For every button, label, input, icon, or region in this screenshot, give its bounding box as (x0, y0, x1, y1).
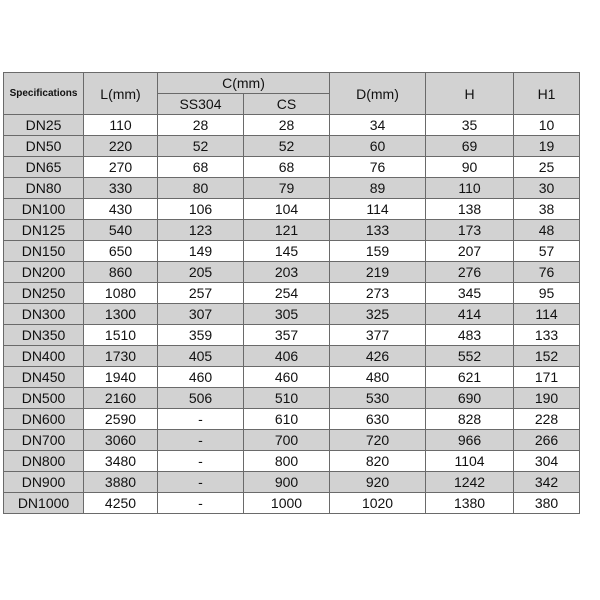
table-row (4, 451, 580, 472)
cell-cs: 52 (244, 136, 330, 157)
cell-d: 76 (330, 157, 426, 178)
cell-ss304: 80 (158, 178, 244, 199)
cell-cs: 305 (244, 304, 330, 325)
cell-ss304: 149 (158, 241, 244, 262)
cell-spec: DN300 (4, 304, 84, 325)
cell-cs: 700 (244, 430, 330, 451)
cell-ss304: 123 (158, 220, 244, 241)
cell-d: 426 (330, 346, 426, 367)
cell-cs: 28 (244, 115, 330, 136)
cell-spec: DN125 (4, 220, 84, 241)
cell-l: 1730 (84, 346, 158, 367)
table-row (4, 157, 580, 178)
table-row (4, 241, 580, 262)
cell-cs: 510 (244, 388, 330, 409)
cell-cs: 406 (244, 346, 330, 367)
cell-cs: 68 (244, 157, 330, 178)
cell-cs: 254 (244, 283, 330, 304)
table-row (4, 136, 580, 157)
cell-d: 159 (330, 241, 426, 262)
cell-cs: 121 (244, 220, 330, 241)
table-row (4, 220, 580, 241)
table-row (4, 304, 580, 325)
cell-h1: 30 (514, 178, 580, 199)
header-l: L(mm) (84, 73, 158, 115)
cell-ss304: - (158, 451, 244, 472)
cell-spec: DN25 (4, 115, 84, 136)
cell-h1: 38 (514, 199, 580, 220)
table-row (4, 472, 580, 493)
cell-h: 414 (426, 304, 514, 325)
header-h: H (426, 73, 514, 115)
cell-ss304: - (158, 409, 244, 430)
cell-ss304: 106 (158, 199, 244, 220)
cell-l: 1080 (84, 283, 158, 304)
specifications-table (3, 72, 580, 514)
table-row (4, 409, 580, 430)
cell-spec: DN100 (4, 199, 84, 220)
table-row (4, 367, 580, 388)
cell-spec: DN65 (4, 157, 84, 178)
cell-d: 34 (330, 115, 426, 136)
cell-h1: 114 (514, 304, 580, 325)
cell-l: 1510 (84, 325, 158, 346)
cell-ss304: 52 (158, 136, 244, 157)
cell-d: 325 (330, 304, 426, 325)
cell-cs: 460 (244, 367, 330, 388)
cell-l: 1940 (84, 367, 158, 388)
cell-spec: DN400 (4, 346, 84, 367)
cell-spec: DN1000 (4, 493, 84, 514)
cell-d: 630 (330, 409, 426, 430)
cell-ss304: 307 (158, 304, 244, 325)
cell-cs: 104 (244, 199, 330, 220)
header-d: D(mm) (330, 73, 426, 115)
table-row (4, 388, 580, 409)
table-row (4, 430, 580, 451)
cell-l: 2160 (84, 388, 158, 409)
header-h1: H1 (514, 73, 580, 115)
cell-l: 3060 (84, 430, 158, 451)
cell-cs: 145 (244, 241, 330, 262)
table-row (4, 262, 580, 283)
cell-l: 330 (84, 178, 158, 199)
cell-h: 483 (426, 325, 514, 346)
cell-h1: 190 (514, 388, 580, 409)
cell-ss304: - (158, 493, 244, 514)
cell-h: 207 (426, 241, 514, 262)
cell-ss304: - (158, 430, 244, 451)
header-specifications: Specifications (4, 73, 84, 115)
cell-d: 1020 (330, 493, 426, 514)
table-body (4, 115, 580, 514)
cell-l: 650 (84, 241, 158, 262)
cell-d: 530 (330, 388, 426, 409)
cell-spec: DN350 (4, 325, 84, 346)
cell-h: 69 (426, 136, 514, 157)
cell-h: 621 (426, 367, 514, 388)
cell-h1: 10 (514, 115, 580, 136)
cell-d: 60 (330, 136, 426, 157)
cell-h1: 380 (514, 493, 580, 514)
cell-l: 4250 (84, 493, 158, 514)
cell-ss304: - (158, 472, 244, 493)
cell-d: 133 (330, 220, 426, 241)
cell-d: 273 (330, 283, 426, 304)
cell-l: 110 (84, 115, 158, 136)
table-row (4, 346, 580, 367)
cell-spec: DN800 (4, 451, 84, 472)
cell-cs: 357 (244, 325, 330, 346)
cell-h: 1380 (426, 493, 514, 514)
cell-h: 276 (426, 262, 514, 283)
cell-l: 2590 (84, 409, 158, 430)
table-row (4, 283, 580, 304)
cell-l: 860 (84, 262, 158, 283)
cell-d: 377 (330, 325, 426, 346)
header-c-cs: CS (244, 94, 330, 115)
cell-ss304: 359 (158, 325, 244, 346)
cell-h1: 25 (514, 157, 580, 178)
cell-cs: 800 (244, 451, 330, 472)
header-c: C(mm) (158, 73, 330, 94)
cell-h1: 266 (514, 430, 580, 451)
spec-table-container (3, 72, 579, 514)
cell-ss304: 405 (158, 346, 244, 367)
cell-l: 3480 (84, 451, 158, 472)
cell-cs: 79 (244, 178, 330, 199)
cell-l: 220 (84, 136, 158, 157)
cell-h: 138 (426, 199, 514, 220)
cell-h1: 342 (514, 472, 580, 493)
cell-h: 828 (426, 409, 514, 430)
cell-d: 89 (330, 178, 426, 199)
cell-l: 430 (84, 199, 158, 220)
cell-h: 690 (426, 388, 514, 409)
cell-d: 114 (330, 199, 426, 220)
cell-h1: 48 (514, 220, 580, 241)
cell-ss304: 506 (158, 388, 244, 409)
cell-d: 219 (330, 262, 426, 283)
cell-h1: 95 (514, 283, 580, 304)
table-row (4, 178, 580, 199)
cell-cs: 1000 (244, 493, 330, 514)
cell-h1: 228 (514, 409, 580, 430)
table-row (4, 115, 580, 136)
cell-spec: DN500 (4, 388, 84, 409)
cell-h1: 152 (514, 346, 580, 367)
cell-l: 540 (84, 220, 158, 241)
cell-h1: 19 (514, 136, 580, 157)
cell-spec: DN150 (4, 241, 84, 262)
cell-h: 1104 (426, 451, 514, 472)
cell-d: 920 (330, 472, 426, 493)
cell-l: 1300 (84, 304, 158, 325)
table-header (4, 73, 580, 115)
cell-ss304: 205 (158, 262, 244, 283)
cell-h: 345 (426, 283, 514, 304)
cell-cs: 900 (244, 472, 330, 493)
cell-h: 966 (426, 430, 514, 451)
cell-spec: DN600 (4, 409, 84, 430)
cell-d: 480 (330, 367, 426, 388)
cell-ss304: 257 (158, 283, 244, 304)
cell-l: 270 (84, 157, 158, 178)
cell-ss304: 460 (158, 367, 244, 388)
cell-spec: DN80 (4, 178, 84, 199)
cell-h: 90 (426, 157, 514, 178)
cell-ss304: 68 (158, 157, 244, 178)
cell-h1: 171 (514, 367, 580, 388)
header-c-ss304: SS304 (158, 94, 244, 115)
cell-spec: DN900 (4, 472, 84, 493)
cell-h: 110 (426, 178, 514, 199)
cell-cs: 203 (244, 262, 330, 283)
cell-ss304: 28 (158, 115, 244, 136)
cell-h1: 76 (514, 262, 580, 283)
cell-spec: DN450 (4, 367, 84, 388)
cell-spec: DN200 (4, 262, 84, 283)
table-row (4, 493, 580, 514)
cell-cs: 610 (244, 409, 330, 430)
cell-h: 35 (426, 115, 514, 136)
cell-h1: 304 (514, 451, 580, 472)
cell-h: 552 (426, 346, 514, 367)
cell-h: 1242 (426, 472, 514, 493)
cell-l: 3880 (84, 472, 158, 493)
cell-spec: DN50 (4, 136, 84, 157)
cell-h1: 57 (514, 241, 580, 262)
cell-h: 173 (426, 220, 514, 241)
cell-spec: DN700 (4, 430, 84, 451)
cell-h1: 133 (514, 325, 580, 346)
cell-spec: DN250 (4, 283, 84, 304)
table-row (4, 325, 580, 346)
cell-d: 820 (330, 451, 426, 472)
cell-d: 720 (330, 430, 426, 451)
table-row (4, 199, 580, 220)
